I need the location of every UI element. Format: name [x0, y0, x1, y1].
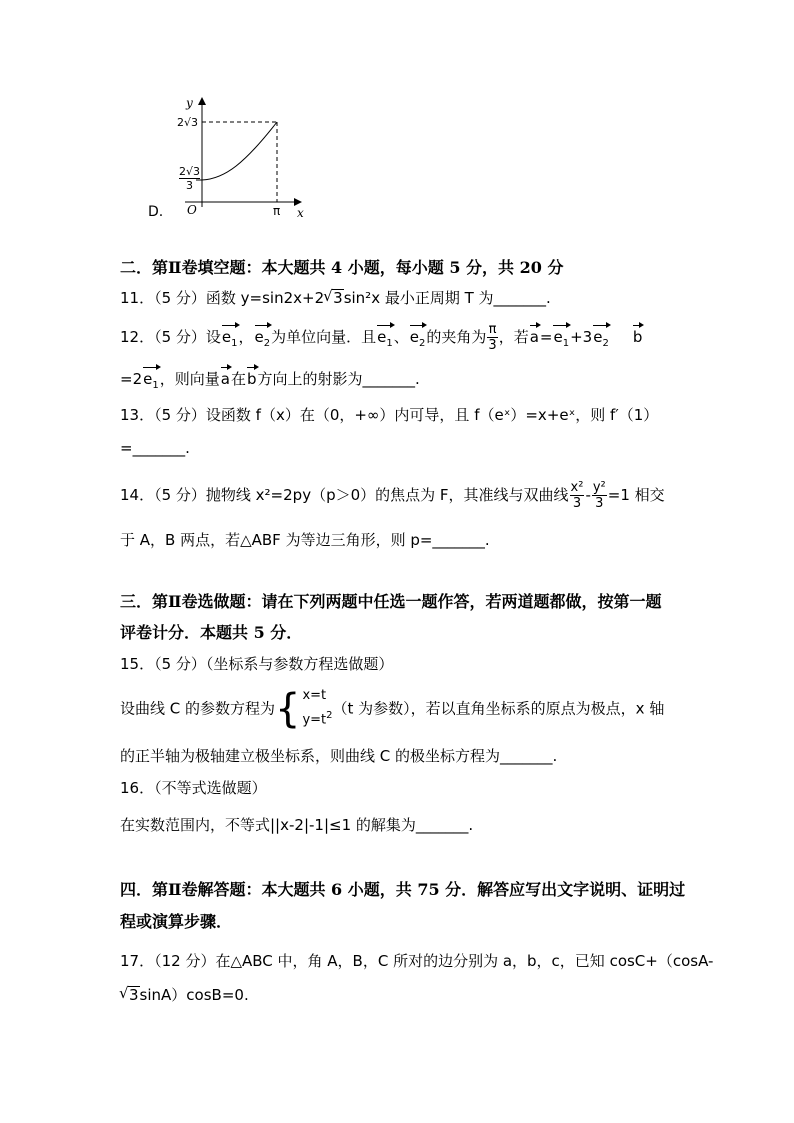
y-tick-top: 2√3: [177, 116, 199, 129]
y-axis-arrow: [198, 97, 206, 105]
fraction-y2-over-3: $\frac{\text{y²}}{3}$: [592, 480, 606, 511]
y-tick-low-num: 2√3: [179, 165, 201, 178]
section2-title: 二．第Ⅱ卷填空题：本大题共 4 小题，每小题 5 分，共 20 分: [120, 258, 564, 277]
vector-e2: $e_2$: [410, 323, 426, 354]
question-11: [120, 288, 551, 308]
q12-sep2: 、: [393, 328, 409, 346]
y-tick-low-den: 3: [186, 179, 193, 192]
y-tick-low: [179, 165, 200, 192]
vector-e2: $e_2$: [255, 323, 271, 354]
question-15-head: 15．（5 分）（坐标系与参数方程选做题）: [120, 655, 394, 673]
q17-line2-text: sinA）cosB=0.: [139, 986, 249, 1004]
q12-d: ，若: [498, 328, 529, 346]
question-17-line1: 17．（12 分）在△ABC 中，角 A，B，C 所对的边分别为 a，b，c，已知 cosC+（cosA-: [120, 952, 714, 970]
q14-minus: -: [585, 486, 591, 504]
q12-e: =: [539, 328, 553, 346]
option-label: D.: [148, 204, 164, 220]
q12-f: +3: [570, 328, 593, 346]
question-15-line3: 的正半轴为极轴建立极坐标系，则曲线 C 的极坐标方程为_______.: [120, 747, 558, 765]
vector-e1: $e_1$: [143, 365, 159, 396]
q15-a: 设曲线 C 的参数方程为: [120, 699, 276, 718]
vector-b: b: [247, 365, 257, 389]
function-graph: [140, 95, 320, 225]
vector-e1: $e_1$: [553, 323, 569, 354]
question-12-line2: [120, 365, 420, 396]
y-axis-label: y: [186, 96, 193, 110]
q11-root: √ 3: [332, 289, 344, 306]
q11-suffix: sin²x 最小正周期 T 为_______.: [343, 289, 551, 307]
q12-sep1: ，: [238, 328, 254, 346]
section4-title-line1: 四．第Ⅱ卷解答题：本大题共 6 小题，共 75 分．解答应写出文字说明、证明过: [120, 880, 686, 899]
x-tick-pi: π: [273, 204, 281, 218]
fraction-x2-over-3: $\frac{\text{x²}}{3}$: [570, 480, 584, 511]
section3-title-line2: 评卷计分．本题共 5 分．: [120, 623, 303, 642]
section4-title-line2: 程或演算步骤．: [120, 912, 233, 931]
graph-option-d: [140, 95, 320, 225]
q12-line2-a: =2: [120, 370, 143, 388]
x-axis-label: x: [297, 206, 304, 220]
vector-a: a: [221, 365, 230, 389]
fraction-pi-over-3: $\frac{\pi}{3}$: [488, 322, 497, 353]
section3-title-line1: 三．第Ⅱ卷选做题：请在下列两题中任选一题作答，若两道题都做，按第一题: [120, 592, 662, 611]
vector-a: a: [530, 323, 539, 347]
origin-label: O: [187, 203, 197, 217]
vector-e2: $e_2$: [593, 323, 609, 354]
q12-line2-c: 在: [230, 370, 246, 388]
q17-root: √ 3: [128, 986, 140, 1003]
question-12-line1: [120, 322, 643, 354]
system-line1: x=t: [302, 688, 327, 704]
question-14-line2: 于 A，B 两点，若△ABF 为等边三角形，则 p=_______.: [120, 531, 490, 549]
q14-b: =1 相交: [607, 486, 665, 504]
param-system: [302, 686, 332, 730]
question-13-line2: =_______.: [120, 439, 190, 457]
left-brace: {: [275, 685, 301, 732]
question-15-body: [120, 686, 664, 731]
q12-b: 为单位向量．且: [271, 328, 377, 346]
question-16-body: 在实数范围内，不等式||x-2|-1|≤1 的解集为_______.: [120, 816, 474, 834]
q11-prefix: 11．（5 分）函数 y=sin2x+2: [120, 289, 325, 307]
q14-a: 14．（5 分）抛物线 x²=2py（p＞0）的焦点为 F，其准线与双曲线: [120, 486, 569, 504]
vector-e1: $e_1$: [222, 323, 238, 354]
q12-c: 的夹角为: [426, 328, 487, 346]
question-17-line2: [120, 985, 249, 1005]
vector-b: b: [633, 323, 643, 347]
system-line2: $y=t^2$: [302, 710, 333, 728]
q12-line2-b: ，则向量: [159, 370, 220, 388]
question-16-head: 16．（不等式选做题）: [120, 779, 267, 797]
question-14-line1: [120, 480, 665, 511]
question-13-line1: 13．（5 分）设函数 f（x）在（0，+∞）内可导，且 f（eˣ）=x+eˣ，则 f′（1）: [120, 406, 659, 424]
vector-e1: $e_1$: [377, 323, 393, 354]
q12-a: 12．（5 分）设: [120, 328, 221, 346]
q12-line2-d: 方向上的射影为_______.: [257, 370, 420, 388]
curve: [202, 122, 277, 180]
q15-b: （t 为参数），若以直角坐标系的原点为极点，x 轴: [332, 699, 665, 718]
